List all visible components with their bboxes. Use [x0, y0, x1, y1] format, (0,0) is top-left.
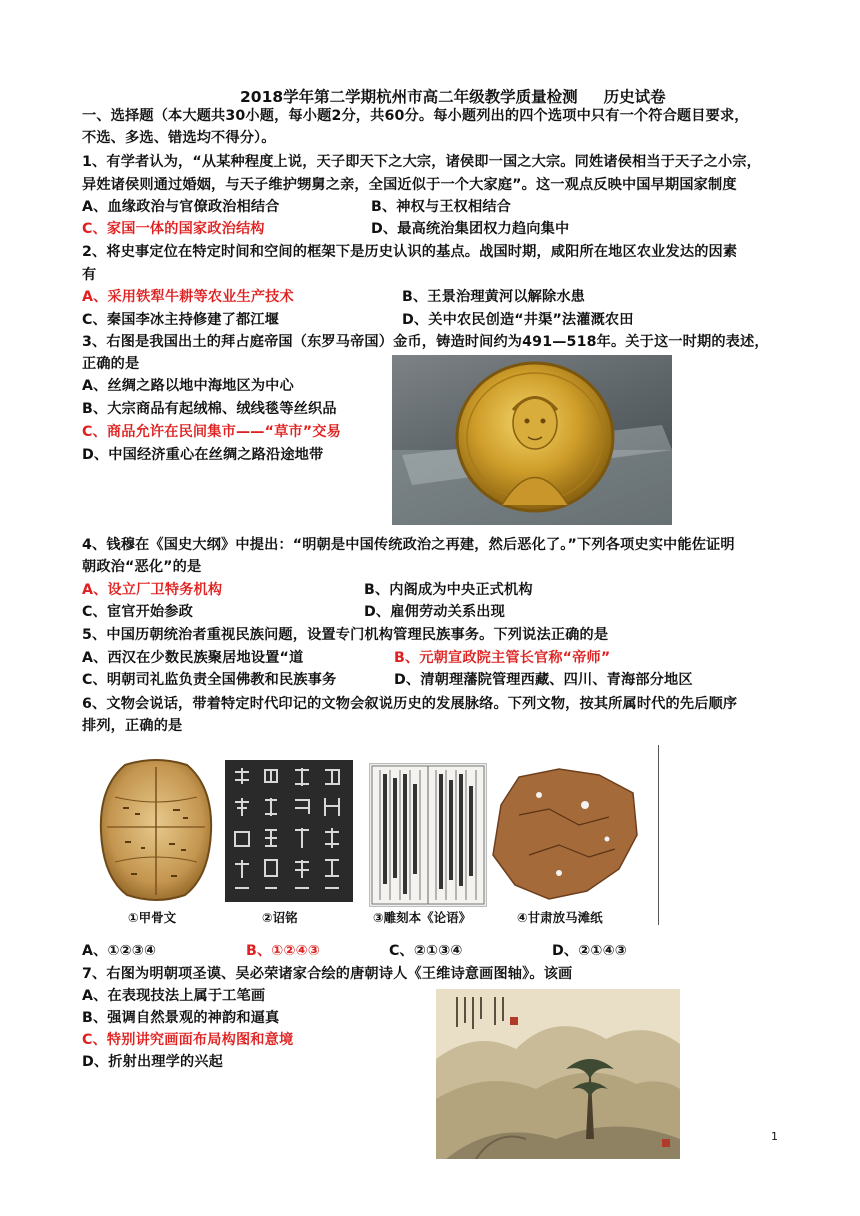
- caption-edict: ②诏铭: [262, 910, 298, 925]
- analects-print-photo: [369, 763, 487, 907]
- q7-option-c: C、特别讲究画面布局构图和意境: [82, 1032, 294, 1048]
- q7-stem: 7、右图为明朝项圣谟、吴必荣诸家合绘的唐朝诗人《王维诗意画图轴》。该画: [82, 966, 573, 982]
- q6-option-b: B、①②④③: [246, 943, 320, 959]
- oracle-bone-photo: [95, 757, 217, 903]
- paper-map-illustration: [489, 765, 641, 905]
- q1-option-d: D、最高统治集团权力趋向集中: [371, 221, 570, 237]
- title-main: 2018学年第二学期杭州市高二年级教学质量检测: [240, 88, 578, 106]
- rubbing-illustration: [225, 760, 353, 902]
- q1-stem-line2: 异姓诸侯则通过婚姻，与天子维护甥舅之亲，全国近似于一个大家庭”。这一观点反映中国早期国家制度: [82, 177, 737, 193]
- caption-analects: ③雕刻本《论语》: [373, 910, 472, 925]
- title-subject: 历史试卷: [603, 88, 666, 106]
- q2-option-c: C、秦国李冰主持修建了都江堰: [82, 312, 279, 328]
- q6-stem-line1: 6、文物会说话，带着特定时代印记的文物会叙说历史的发展脉络。下列文物，按其所属时代的先后顺序: [82, 696, 738, 712]
- q3-stem-line2: 正确的是: [82, 356, 140, 372]
- q2-stem-line1: 2、将史事定位在特定时间和空间的框架下是历史认识的基点。战国时期，咸阳所在地区农业发达的因素: [82, 244, 738, 260]
- q4-stem-line1: 4、钱穆在《国史大纲》中提出：“明朝是中国传统政治之再建，然后恶化了。”下列各项史实中能佐证明: [82, 537, 735, 553]
- q2-option-a: A、采用铁犁牛耕等农业生产技术: [82, 289, 294, 305]
- q3-option-c: C、商品允许在民间集市——“草市”交易: [82, 424, 341, 440]
- oracle-bone-illustration: [95, 757, 217, 903]
- figure-divider: [658, 745, 659, 925]
- edict-rubbing-photo: [225, 760, 353, 902]
- q5-option-c: C、明朝司礼监负责全国佛教和民族事务: [82, 672, 337, 688]
- wang-wei-landscape-painting: [436, 989, 680, 1159]
- section-instructions-line1: 一、选择题（本大题共30小题，每小题2分，共60分。每小题列出的四个选项中只有一个符合题目要求，: [82, 108, 749, 124]
- q4-option-a: A、设立厂卫特务机构: [82, 582, 223, 598]
- q3-option-d: D、中国经济重心在丝绸之路沿途地带: [82, 447, 324, 463]
- q5-stem: 5、中国历朝统治者重视民族问题，设置专门机构管理民族事务。下列说法正确的是: [82, 627, 609, 643]
- q6-option-d: D、②①④③: [552, 943, 627, 959]
- q4-option-c: C、宦官开始参政: [82, 604, 193, 620]
- q4-stem-line2: 朝政治“恶化”的是: [82, 559, 202, 575]
- q7-option-d: D、折射出理学的兴起: [82, 1054, 223, 1070]
- q1-option-a: A、血缘政治与官僚政治相结合: [82, 199, 280, 215]
- book-illustration: [370, 764, 486, 906]
- coin-illustration: [392, 355, 672, 525]
- q1-option-b: B、神权与王权相结合: [371, 199, 512, 215]
- q2-option-d: D、关中农民创造“井渠”法灌溉农田: [402, 312, 634, 328]
- q5-option-a: A、西汉在少数民族聚居地设置“道: [82, 650, 304, 666]
- q1-stem-line1: 1、有学者认为，“从某种程度上说，天子即天下之大宗，诸侯即一国之大宗。同姓诸侯相当于天子之小宗，: [82, 154, 762, 170]
- exam-title: [240, 85, 666, 107]
- fangmatan-paper-photo: [489, 765, 641, 905]
- q2-stem-line2: 有: [82, 267, 97, 283]
- caption-oracle-bone: ①甲骨文: [128, 910, 177, 925]
- landscape-illustration: [436, 989, 680, 1159]
- q3-option-a: A、丝绸之路以地中海地区为中心: [82, 378, 294, 394]
- q3-option-b: B、大宗商品有起绒棉、绒线毯等丝织品: [82, 401, 337, 417]
- byzantine-gold-coin-photo: [392, 355, 672, 525]
- q6-stem-line2: 排列，正确的是: [82, 718, 183, 734]
- q6-option-c: C、②①③④: [389, 943, 463, 959]
- caption-fangmatan-paper: ④甘肃放马滩纸: [517, 910, 603, 925]
- q1-option-c: C、家国一体的国家政治结构: [82, 221, 265, 237]
- q7-option-b: B、强调自然景观的神韵和逼真: [82, 1010, 280, 1026]
- q6-option-a: A、①②③④: [82, 943, 157, 959]
- page-number: 1: [771, 1130, 778, 1143]
- q3-stem-line1: 3、右图是我国出土的拜占庭帝国（东罗马帝国）金币，铸造时间约为491—518年。关于这一时期的表述，: [82, 334, 769, 350]
- q7-option-a: A、在表现技法上属于工笔画: [82, 988, 266, 1004]
- section-instructions-line2: 不选、多选、错选均不得分）。: [82, 130, 276, 146]
- q4-option-d: D、雇佣劳动关系出现: [364, 604, 505, 620]
- q4-option-b: B、内阁成为中央正式机构: [364, 582, 533, 598]
- q5-option-b: B、元朝宣政院主管长官称“帝师”: [394, 650, 611, 666]
- q2-option-b: B、王景治理黄河以解除水患: [402, 289, 586, 305]
- q5-option-d: D、清朝理藩院管理西藏、四川、青海部分地区: [394, 672, 693, 688]
